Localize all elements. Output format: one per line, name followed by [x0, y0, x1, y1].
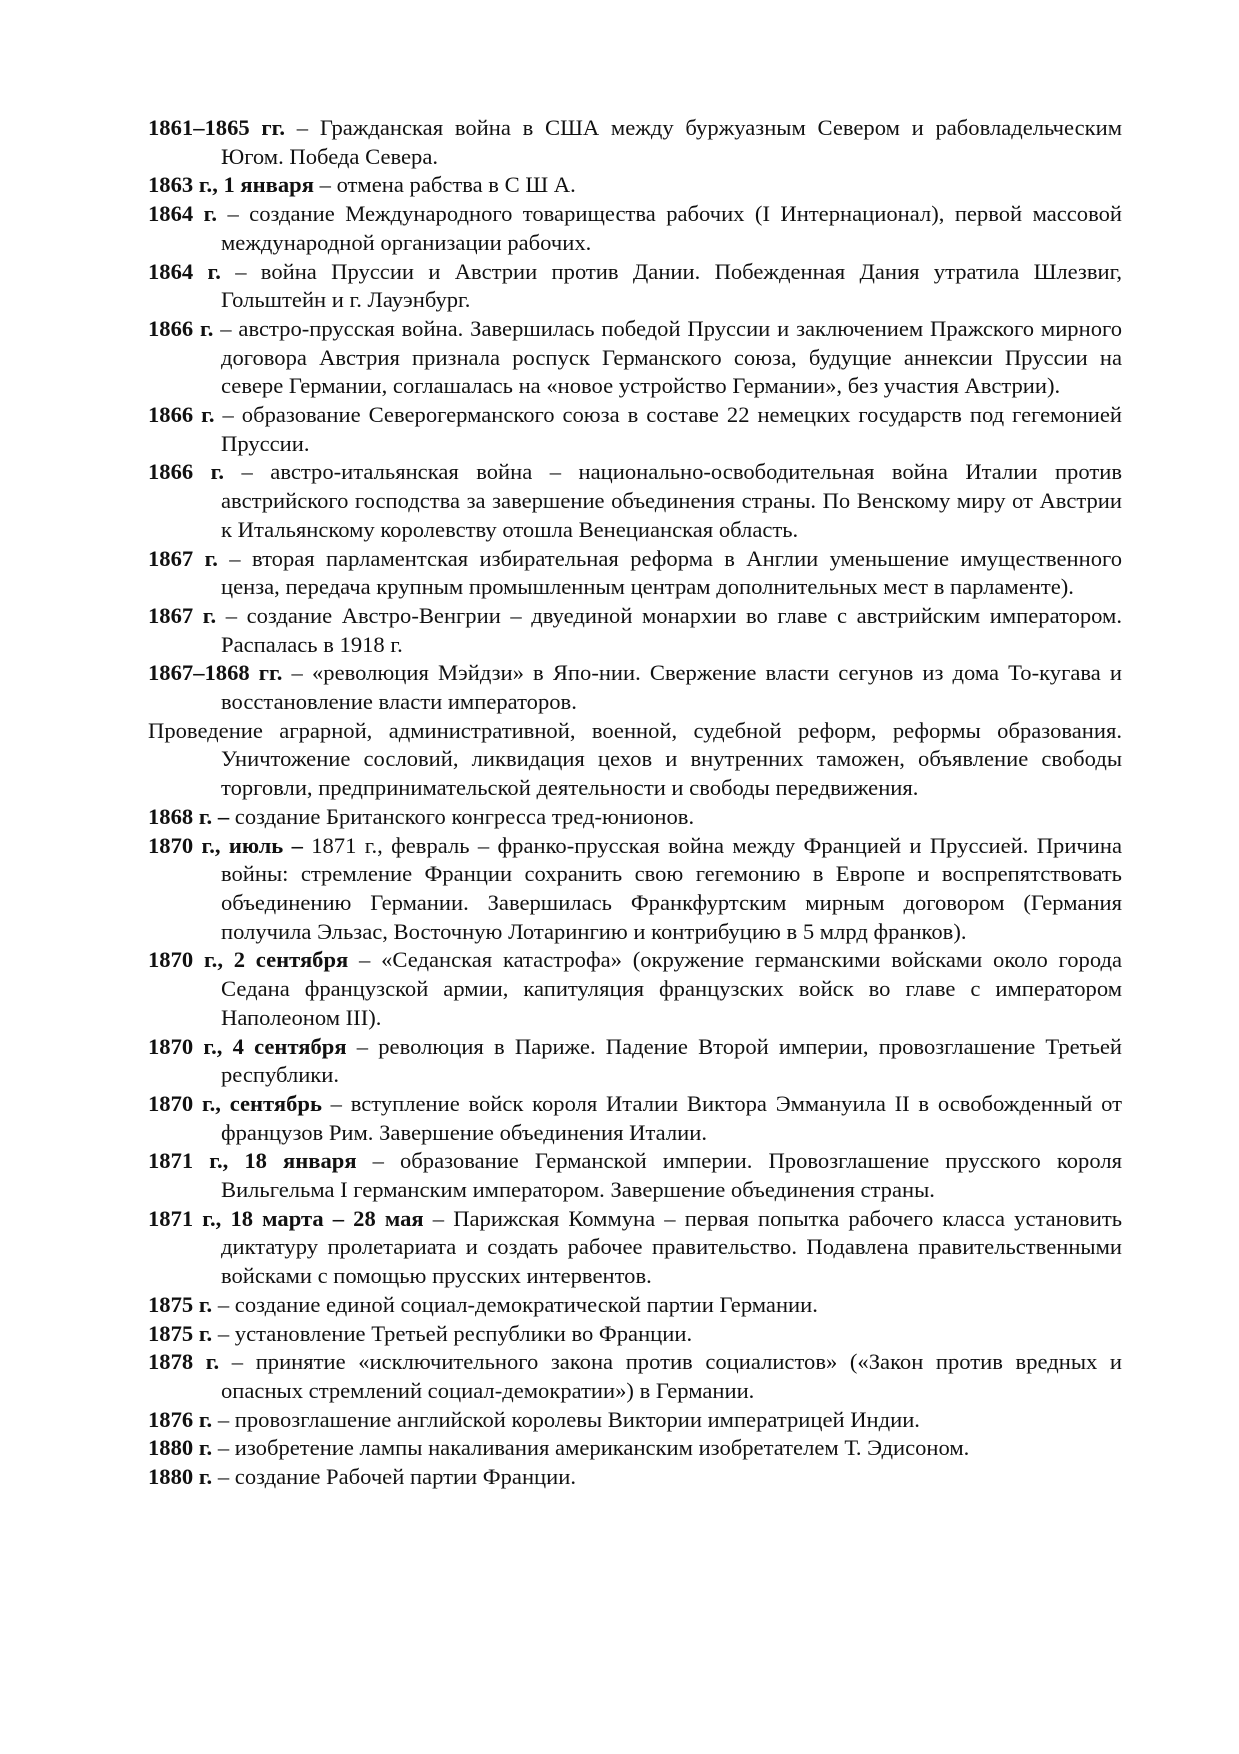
entry-date: 1870 г., июль –: [148, 832, 303, 858]
chronology-entry: [148, 114, 1122, 171]
chronology-entry: [148, 200, 1122, 257]
chronology-entry: [148, 315, 1122, 401]
entry-date: 1866 г.: [148, 315, 214, 341]
entry-date: 1880 г.: [148, 1464, 213, 1490]
chronology-entry: [148, 1463, 1122, 1492]
entry-text: – образование Германской империи. Провозглашение прусского короля Вильгельма I германским императором. Завершение объединения страны.: [221, 1148, 1123, 1203]
entry-date: 1871 г., 18 января: [148, 1148, 357, 1174]
entry-text: – принятие «исключительного закона против социалистов» («Закон против вредных и опасных стремлений социал-демократии») в Германии.: [219, 1349, 1123, 1403]
entry-date: 1866 г.: [148, 402, 215, 428]
chronology-entry: [148, 1320, 1122, 1349]
entry-date: 1867 г.: [148, 602, 217, 628]
chronology-entry: [148, 401, 1122, 458]
entry-date: 1876 г.: [148, 1406, 213, 1432]
chronology-entry: [148, 1205, 1122, 1291]
entry-text: 1871 г., февраль – франко-прусская война между Францией и Пруссией. Причина войны: стремление Франции сохранить свою гегемонию в Европе и воспрепятствовать объединению Германии. Завершилась Франкфуртским мирным договором (Германия получила Эльзас, Восточную Лотарингию и контрибуцию в 5 млрд франков).: [221, 832, 1122, 944]
chronology-entry: [148, 1434, 1122, 1463]
chronology-entry: [148, 1291, 1122, 1320]
chronology-entry: [148, 946, 1122, 1032]
entry-date: 1875 г.: [148, 1291, 213, 1317]
chronology-entry: [148, 717, 1122, 803]
entry-text: – вторая парламентская избирательная реформа в Англии уменьшение имущественного ценза, передача крупным промышленным центрам дополнительных мест в парламенте).: [217, 545, 1122, 600]
entry-text: – создание Австро-Венгрии – двуединой монархии во главе с австрийским императором. Распалась в 1918 г.: [216, 602, 1122, 657]
entry-date: 1863 г., 1 января: [148, 172, 314, 198]
entry-date: 1866 г.: [148, 459, 225, 485]
chronology-entry: [148, 832, 1122, 947]
entry-text: создание Британского конгресса тред-юнионов.: [229, 803, 695, 829]
chronology-entry: [148, 659, 1122, 716]
chronology-entry: [148, 171, 1122, 200]
entry-date: 1864 г.: [148, 201, 217, 227]
chronology-entry: [148, 1147, 1122, 1204]
entry-text: – провозглашение английской королевы Виктории императрицей Индии.: [212, 1406, 920, 1432]
entry-date: 1875 г.: [148, 1320, 213, 1346]
entry-text: – Парижская Коммуна – первая попытка рабочего класса установить диктатуру пролетариата и создать рабочее правительство. Подавлена правительственными войсками с помощью прусских интервентов.: [221, 1205, 1122, 1289]
chronology-entry: [148, 258, 1122, 315]
chronology-entry: [148, 458, 1122, 544]
chronology-entry: [148, 1090, 1122, 1147]
entry-text: – «революция Мэйдзи» в Япо-нии. Свержение власти сегунов из дома То-кугава и восстановление власти императоров.: [221, 660, 1122, 715]
entry-date: 1867–1868 гг.: [148, 660, 283, 686]
chronology-entry: [148, 1033, 1122, 1090]
chronology-entry: [148, 1348, 1122, 1405]
entry-text: Проведение аграрной, административной, военной, судебной реформ, реформы образования. Уничтожение сословий, ликвидация цехов и внутренних таможен, объявление свободы торговли, предпринимательской деятельности и свободы передвижения.: [148, 717, 1122, 801]
entry-text: – вступление войск короля Италии Виктора Эммануила II в освобожденный от французов Рим. Завершение объединения Италии.: [221, 1090, 1122, 1145]
entry-text: – образование Северогерманского союза в составе 22 немецких государств под гегемонией Пруссии.: [214, 402, 1122, 456]
entry-date: 1878 г.: [148, 1349, 220, 1375]
entry-date: 1861–1865 гг.: [148, 115, 286, 140]
entry-text: – создание Международного товарищества рабочих (I Интернационал), первой массовой международной организации рабочих.: [217, 201, 1123, 255]
entry-text: – война Пруссии и Австрии против Дании. Побежденная Дания утратила Шлезвиг, Гольштейн и г. Лауэнбург.: [220, 258, 1122, 313]
entry-date: 1870 г., 2 сентября: [148, 947, 349, 973]
entry-text: – создание единой социал-демократической партии Германии.: [212, 1291, 818, 1317]
entry-date: 1868 г. –: [148, 803, 230, 829]
chronology-entry: [148, 803, 1122, 832]
entry-date: 1864 г.: [148, 258, 221, 284]
entry-date: 1870 г., сентябрь: [148, 1090, 322, 1116]
entry-text: – революция в Париже. Падение Второй империи, провозглашение Третьей республики.: [221, 1033, 1122, 1088]
chronology-entry: [148, 602, 1122, 659]
entry-date: 1870 г., 4 сентября: [148, 1033, 347, 1059]
entry-text: – австро-прусская война. Завершилась победой Пруссии и заключением Пражского мирного договора Австрия признала роспуск Германского союза, будущие аннексии Пруссии на севере Германии, соглашалась на «новое устройство Германии», без участия Австрии).: [213, 315, 1122, 399]
entry-text: – «Седанская катастрофа» (окружение германскими войсками около города Седана французской армии, капитуляция французских войск во главе с императором Наполеоном III).: [221, 947, 1122, 1030]
entry-text: – Гражданская война в США между буржуазным Севером и рабовладельческим Югом. Победа Севера.: [221, 115, 1122, 169]
entry-date: 1871 г., 18 марта – 28 мая: [148, 1205, 424, 1231]
entry-date: 1867 г.: [148, 545, 218, 571]
entry-text: – отмена рабства в С Ш А.: [313, 172, 576, 198]
entry-text: – установление Третьей республики во Франции.: [212, 1320, 693, 1346]
entry-date: 1880 г.: [148, 1435, 213, 1461]
chronology-list: [148, 114, 1122, 1492]
chronology-entry: [148, 1406, 1122, 1435]
entry-text: – создание Рабочей партии Франции.: [212, 1464, 576, 1490]
entry-text: – изобретение лампы накаливания американским изобретателем Т. Эдисоном.: [212, 1435, 970, 1461]
entry-text: – австро-итальянская война – национально-освободительная война Италии против австрийского господства за завершение объединения страны. По Венскому миру от Австрии к Итальянскому королевству отошла Венецианская область.: [221, 459, 1122, 542]
chronology-entry: [148, 545, 1122, 602]
